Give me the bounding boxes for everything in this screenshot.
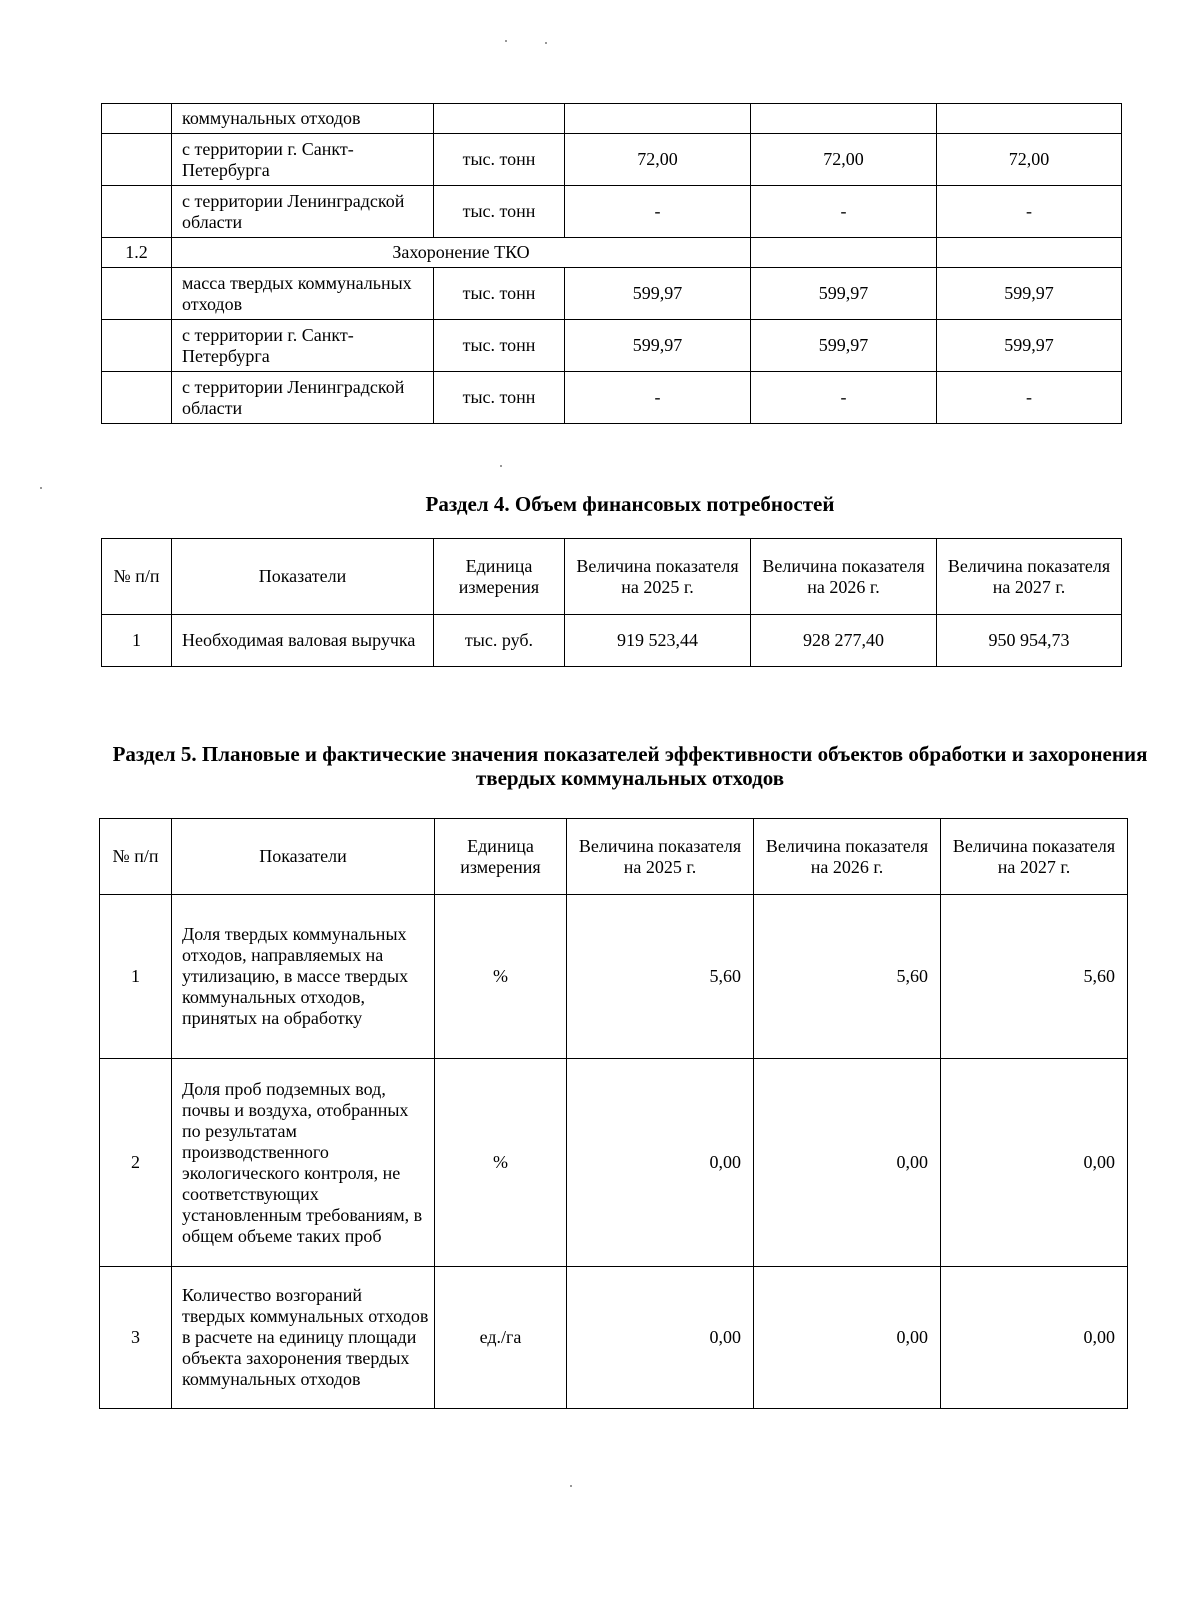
value-2027-cell: 0,00 xyxy=(941,1059,1128,1267)
section-4-title: Раздел 4. Объем финансовых потребностей xyxy=(425,492,835,516)
value-2027-cell xyxy=(937,104,1122,134)
unit-cell: тыс. тонн xyxy=(434,320,565,372)
table-header-row xyxy=(100,819,1128,895)
value-2027-cell: 950 954,73 xyxy=(937,615,1122,667)
header-num: № п/п xyxy=(102,539,172,615)
value-2025-cell: 0,00 xyxy=(567,1267,754,1409)
indicator-cell: Необходимая валовая выручка xyxy=(172,615,434,667)
value-2027-cell: 599,97 xyxy=(937,320,1122,372)
value-2025-cell: 5,60 xyxy=(567,895,754,1059)
header-indicator: Показатели xyxy=(172,539,434,615)
value-2027-cell: 599,97 xyxy=(937,268,1122,320)
table-row xyxy=(102,186,1122,238)
table-row xyxy=(100,895,1128,1059)
unit-cell: ед./га xyxy=(435,1267,567,1409)
value-2026-cell: 72,00 xyxy=(751,134,937,186)
unit-cell xyxy=(434,104,565,134)
row-number: 1.2 xyxy=(102,238,172,268)
table-row xyxy=(102,134,1122,186)
row-number xyxy=(102,320,172,372)
header-2026: Величина показателя на 2026 г. xyxy=(751,539,937,615)
unit-cell: тыс. тонн xyxy=(434,268,565,320)
table-row xyxy=(102,238,1122,268)
value-2026-cell: 0,00 xyxy=(754,1267,941,1409)
unit-cell: тыс. руб. xyxy=(434,615,565,667)
scan-speck xyxy=(545,42,547,44)
value-2025-cell: 599,97 xyxy=(565,268,751,320)
value-2026-cell: - xyxy=(751,372,937,424)
scan-speck xyxy=(570,1485,572,1487)
header-2027: Величина показателя на 2027 г. xyxy=(941,819,1128,895)
indicator-cell: масса твердых коммунальных отходов xyxy=(172,268,434,320)
section-4-table xyxy=(101,538,1122,667)
value-2026-cell: 0,00 xyxy=(754,1059,941,1267)
table-row xyxy=(102,615,1122,667)
header-unit: Единица измерения xyxy=(434,539,565,615)
scan-speck xyxy=(500,465,502,467)
header-2027: Величина показателя на 2027 г. xyxy=(937,539,1122,615)
table-header-row xyxy=(102,539,1122,615)
header-2025: Величина показателя на 2025 г. xyxy=(567,819,754,895)
value-2026-cell: 599,97 xyxy=(751,320,937,372)
header-2026: Величина показателя на 2026 г. xyxy=(754,819,941,895)
table-row xyxy=(102,320,1122,372)
table-row xyxy=(100,1059,1128,1267)
section-5-table xyxy=(99,818,1128,1409)
continuation-table xyxy=(101,103,1122,424)
scan-speck xyxy=(40,487,42,489)
unit-cell: тыс. тонн xyxy=(434,186,565,238)
value-2027-cell: 5,60 xyxy=(941,895,1128,1059)
table-row xyxy=(102,268,1122,320)
row-number: 1 xyxy=(100,895,172,1059)
value-2027-cell: 72,00 xyxy=(937,134,1122,186)
value-2026-cell: 599,97 xyxy=(751,268,937,320)
scan-speck xyxy=(505,40,507,42)
indicator-cell: с территории г. Санкт-Петербурга xyxy=(172,134,434,186)
indicator-cell: Доля проб подземных вод, почвы и воздуха, отобранных по результатам производственного экологического контроля, не соответствующих установленным требованиям, в общем объеме таких проб xyxy=(172,1059,435,1267)
empty-cell xyxy=(751,238,937,268)
header-indicator: Показатели xyxy=(172,819,435,895)
value-2026-cell: 5,60 xyxy=(754,895,941,1059)
value-2025-cell xyxy=(565,104,751,134)
value-2026-cell xyxy=(751,104,937,134)
row-number xyxy=(102,134,172,186)
indicator-cell: с территории г. Санкт-Петербурга xyxy=(172,320,434,372)
indicator-cell: с территории Ленинградской области xyxy=(172,372,434,424)
indicator-cell: с территории Ленинградской области xyxy=(172,186,434,238)
indicator-cell: Количество возгораний твердых коммунальных отходов в расчете на единицу площади объекта захоронения твердых коммунальных отходов xyxy=(172,1267,435,1409)
row-number xyxy=(102,372,172,424)
value-2026-cell: - xyxy=(751,186,937,238)
value-2025-cell: 599,97 xyxy=(565,320,751,372)
row-number xyxy=(102,268,172,320)
value-2025-cell: 919 523,44 xyxy=(565,615,751,667)
table-row xyxy=(102,372,1122,424)
value-2027-cell: 0,00 xyxy=(941,1267,1128,1409)
unit-cell: тыс. тонн xyxy=(434,372,565,424)
header-2025: Величина показателя на 2025 г. xyxy=(565,539,751,615)
section-5-title: Раздел 5. Плановые и фактические значения показателей эффективности объектов обработки и захоронения твердых коммунальных отходов xyxy=(112,742,1148,790)
value-2027-cell: - xyxy=(937,186,1122,238)
row-number xyxy=(102,104,172,134)
value-2027-cell: - xyxy=(937,372,1122,424)
indicator-cell: коммунальных отходов xyxy=(172,104,434,134)
table-row xyxy=(100,1267,1128,1409)
row-number: 2 xyxy=(100,1059,172,1267)
header-unit: Единица измерения xyxy=(435,819,567,895)
value-2025-cell: 72,00 xyxy=(565,134,751,186)
row-number: 3 xyxy=(100,1267,172,1409)
unit-cell: % xyxy=(435,1059,567,1267)
unit-cell: тыс. тонн xyxy=(434,134,565,186)
unit-cell: % xyxy=(435,895,567,1059)
table-row xyxy=(102,104,1122,134)
value-2025-cell: - xyxy=(565,186,751,238)
value-2025-cell: - xyxy=(565,372,751,424)
value-2026-cell: 928 277,40 xyxy=(751,615,937,667)
subsection-heading: Захоронение ТКО xyxy=(172,238,751,268)
indicator-cell: Доля твердых коммунальных отходов, направляемых на утилизацию, в массе твердых коммунальных отходов, принятых на обработку xyxy=(172,895,435,1059)
empty-cell xyxy=(937,238,1122,268)
row-number: 1 xyxy=(102,615,172,667)
value-2025-cell: 0,00 xyxy=(567,1059,754,1267)
row-number xyxy=(102,186,172,238)
header-num: № п/п xyxy=(100,819,172,895)
